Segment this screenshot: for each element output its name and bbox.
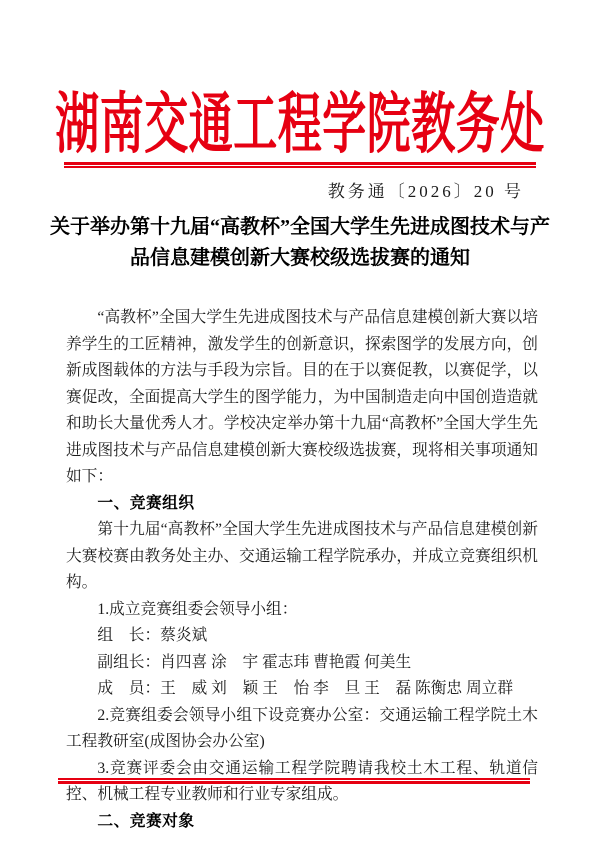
deputy-leader-line: 副组长：肖四喜 涂 宇 霍志玮 曹艳霞 何美生 (97, 653, 412, 671)
doc-number: 教务通〔2026〕20 号 (327, 182, 524, 201)
notice-title-line-2: 品信息建模创新大赛校级选拔赛的通知 (130, 247, 470, 269)
section-heading-1: 一、竞赛组织 (97, 494, 195, 512)
section-heading-2: 二、竞赛对象 (97, 812, 195, 830)
notice-title (40, 212, 560, 274)
document-body (66, 305, 538, 835)
intro-paragraph: “高教杯”全国大学生先进成图技术与产品信息建模创新大赛以培养学生的工匠精神，激发学生的创新意识，探索图学的发展方向，创新成图载体的方法与手段为宗旨。目的在于以赛促教，以赛促学，以赛促改，全面提高大学生的图学能力，为中国制造走向中国创造造就和助长大量优秀人才。学校决定举办第十九届“高教杯”全国大学生先进成图技术与产品信息建模创新大赛校级选拔赛，现将相关事项通知如下： (66, 309, 538, 485)
leader-line: 组 长：蔡炎斌 (97, 627, 208, 644)
members-line: 成 员：王 威 刘 颖 王 怡 李 旦 王 磊 陈衡忠 周立群 (97, 680, 514, 697)
notice-title-line-1: 关于举办第十九届“高教杯”全国大学生先进成图技术与产 (50, 216, 550, 238)
list-item-3: 3.竞赛评委会由交通运输工程学院聘请我校土木工程、轨道信控、机械工程专业教师和行业专家组成。 (66, 759, 538, 803)
list-item-1: 1.成立竞赛组委会领导小组： (97, 600, 298, 618)
footer-rule (58, 778, 530, 784)
letterhead-title: 湖南交通工程学院教务处 (55, 88, 545, 162)
section1-paragraph: 第十九届“高教杯”全国大学生先进成图技术与产品信息建模创新大赛校赛由教务处主办、交通运输工程学院承办，并成立竞赛组织机构。 (66, 521, 538, 591)
header-rule (64, 162, 536, 168)
list-item-2: 2.竞赛组委会领导小组下设竞赛办公室：交通运输工程学院土木工程教研室(成图协会办公室) (66, 706, 538, 750)
